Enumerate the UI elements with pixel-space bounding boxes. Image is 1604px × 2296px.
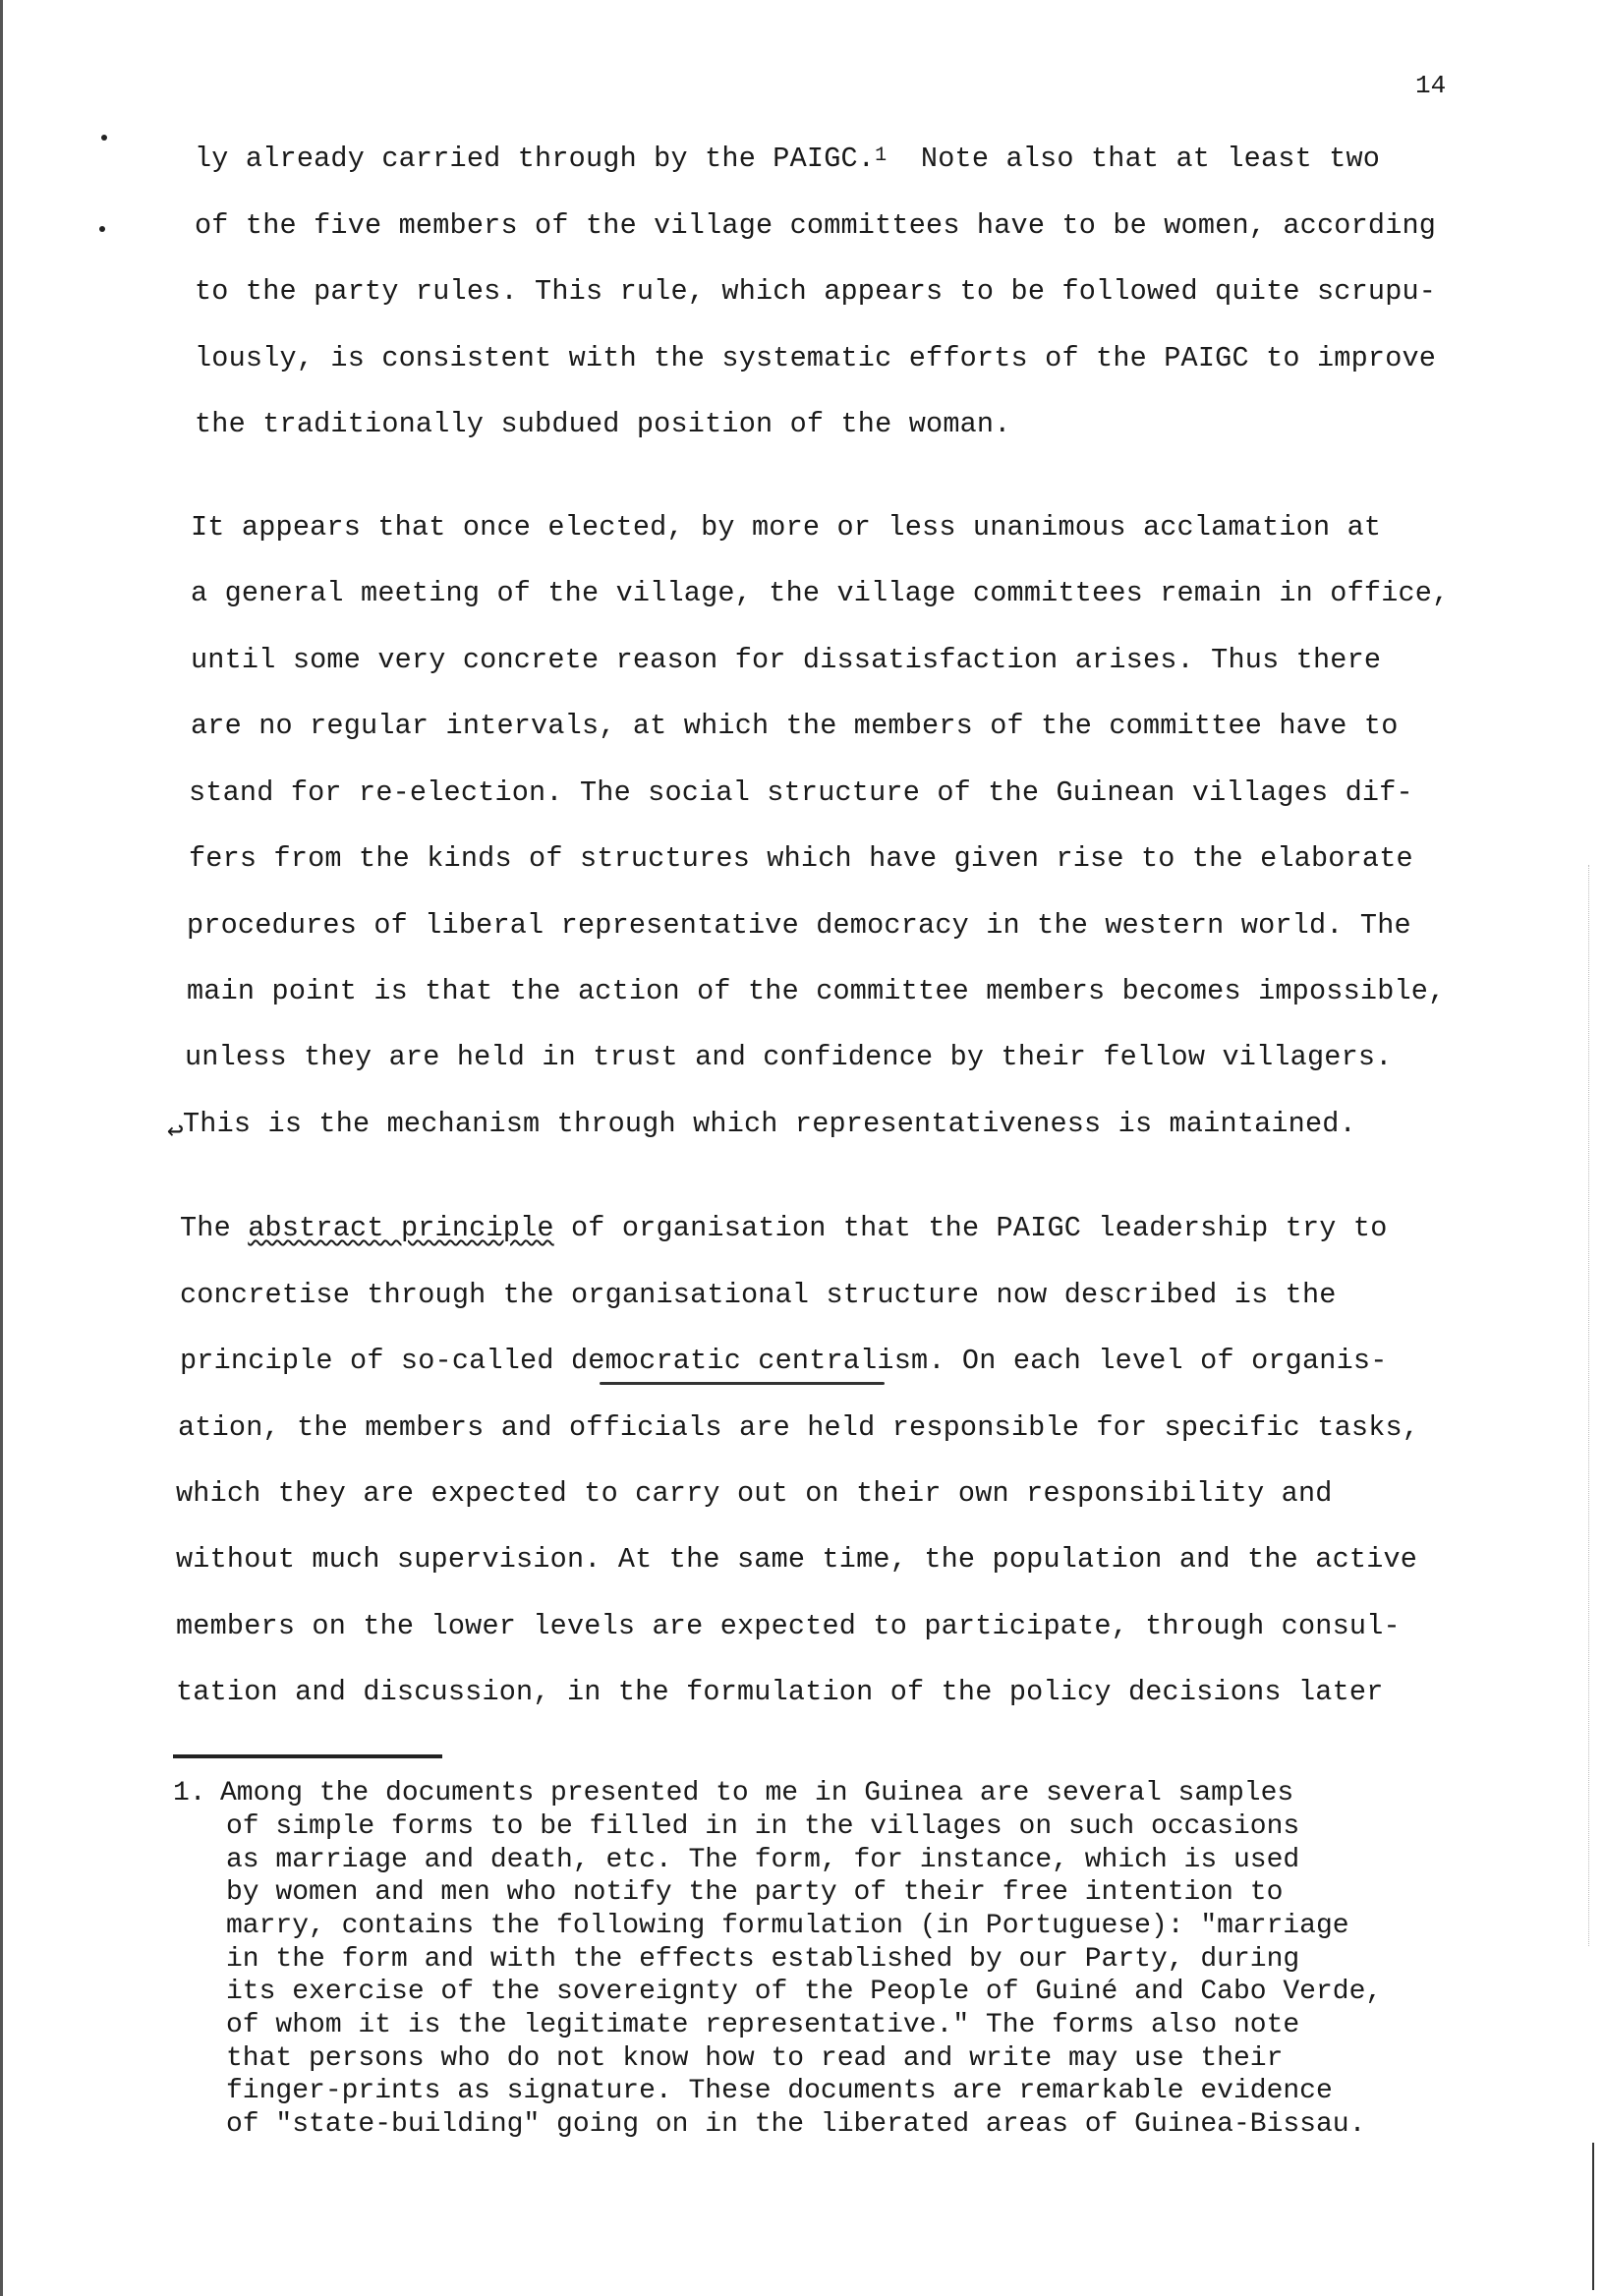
text-line: lously, is consistent with the systematic efforts of the PAIGC to improve	[195, 342, 1437, 374]
text-line: concretise through the organisational structure now described is the	[180, 1279, 1337, 1311]
text-line: to the party rules. This rule, which appears to be followed quite scrupu-	[195, 275, 1437, 308]
scan-edge	[1592, 2143, 1594, 2290]
text-line: the traditionally subdued position of the woman.	[195, 408, 1011, 440]
text-line: a general meeting of the village, the village committees remain in office,	[191, 577, 1450, 609]
text-line: which they are expected to carry out on their own responsibility and	[176, 1477, 1333, 1510]
handwritten-underline: abstract principle	[248, 1212, 554, 1244]
page-number: 14	[1415, 71, 1447, 100]
text-line: members on the lower levels are expected to participate, through consul-	[176, 1610, 1401, 1642]
text-line: are no regular intervals, at which the members of the committee have to	[191, 710, 1399, 742]
text-line: The abstract principle of organisation that the PAIGC leadership try to	[180, 1212, 1388, 1244]
footnote-line: of whom it is the legitimate representative." The forms also note	[226, 2010, 1300, 2040]
text-line: principle of so-called democratic centralism. On each level of organis-	[180, 1345, 1388, 1377]
text-line: It appears that once elected, by more or less unanimous acclamation at	[191, 511, 1382, 544]
text-line: stand for re-election. The social structure of the Guinean villages dif-	[189, 776, 1413, 809]
text-line: procedures of liberal representative democracy in the western world. The	[187, 909, 1411, 942]
footnote-line: as marriage and death, etc. The form, for instance, which is used	[226, 1845, 1300, 1875]
text-line: ation, the members and officials are held responsible for specific tasks,	[178, 1411, 1420, 1444]
text-line: until some very concrete reason for dissatisfaction arises. Thus there	[191, 644, 1382, 676]
margin-mark	[101, 135, 107, 141]
footnote-ref: 1	[875, 144, 888, 167]
text-line: tation and discussion, in the formulation of the policy decisions later	[176, 1676, 1384, 1708]
footnote-line: by women and men who notify the party of their free intention to	[226, 1877, 1284, 1908]
scan-edge	[1588, 865, 1590, 1946]
footnote-line: in the form and with the effects established by our Party, during	[226, 1944, 1300, 1975]
footnote-line: marry, contains the following formulation (in Portuguese): "marriage	[226, 1911, 1349, 1941]
footnote-line: that persons who do not know how to read and write may use their	[226, 2043, 1284, 2074]
text-line: without much supervision. At the same time, the population and the active	[176, 1543, 1418, 1576]
text-line: fers from the kinds of structures which have given rise to the elaborate	[189, 842, 1413, 875]
scan-edge	[0, 0, 3, 2296]
footnote-line: Among the documents presented to me in Guinea are several samples	[220, 1778, 1294, 1808]
footnote-line: of "state-building" going on in the liberated areas of Guinea-Bissau.	[226, 2109, 1366, 2140]
text-line: of the five members of the village committees have to be women, according	[195, 209, 1437, 242]
margin-mark	[99, 226, 105, 232]
text-line: This is the mechanism through which representativeness is maintained.	[183, 1108, 1356, 1140]
text-line: main point is that the action of the committee members becomes impossible,	[187, 975, 1446, 1007]
margin-arrow-icon: ↩	[167, 1118, 184, 1148]
handwritten-underline	[600, 1382, 885, 1385]
text-line: ly already carried through by the PAIGC.$^1$ Note also that at least two	[195, 143, 1381, 175]
footnote-line: finger-prints as signature. These documents are remarkable evidence	[226, 2076, 1333, 2106]
footnote-rule	[173, 1754, 442, 1758]
footnote-line: its exercise of the sovereignty of the People of Guiné and Cabo Verde,	[226, 1977, 1383, 2007]
text-line: unless they are held in trust and confidence by their fellow villagers.	[185, 1041, 1393, 1073]
footnote-line: of simple forms to be filled in in the villages on such occasions	[226, 1811, 1300, 1842]
footnote-number: 1.	[173, 1778, 206, 1808]
